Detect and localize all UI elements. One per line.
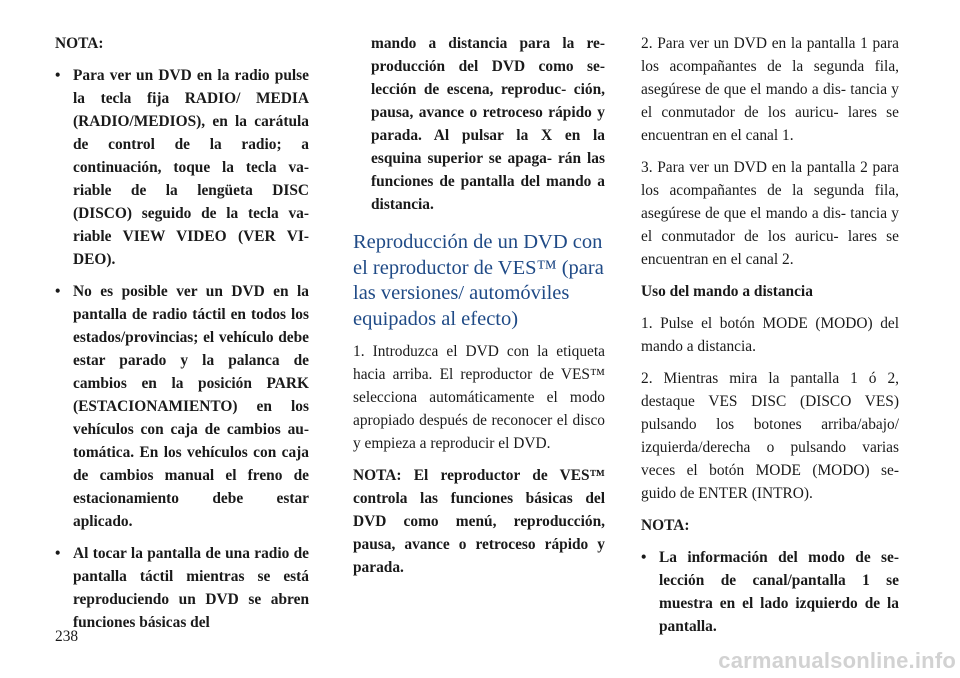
step-paragraph: 1. Introduzca el DVD con la etiqueta hacia arriba. El reproductor de VES™ selecciona automáticamente el modo apropiado después de reconocer el disco y empieza a reproducir el DVD.: [353, 343, 605, 452]
subheading: Uso del mando a distancia: [641, 283, 813, 300]
bullet-item: [55, 280, 309, 533]
bullet-item: [641, 546, 899, 638]
note-label: NOTA:: [55, 35, 104, 52]
bullet-dot-icon: •: [55, 545, 61, 562]
step-paragraph: 3. Para ver un DVD en la pantalla 2 para los acompañantes de la segunda fila, asegúrese de que el mando a dis- tancia y el conmutador de los auricu- lares se encuentran en el canal 2.: [641, 159, 899, 268]
bullet-dot-icon: •: [641, 549, 647, 566]
column-middle: [353, 32, 605, 579]
bullet-item: [55, 542, 309, 634]
bullet-text: No es posible ver un DVD en la pantalla de radio táctil en todos los estados/provincias; el vehículo debe estar parado y la palanca de cambios en la posición PARK (ESTACIONAMIENTO) en los vehículos con caja de cambios au- tomática. En los vehículos con caja de cambios manual el freno de estacionamiento debe estar aplicado.: [73, 283, 309, 530]
note-label: NOTA:: [641, 517, 690, 534]
step-paragraph: 2. Mientras mira la pantalla 1 ó 2, destaque VES DISC (DISCO VES) pulsando los botones arriba/abajo/ izquierda/derecha o pulsando varias veces el botón MODE (MODO) se- guido de ENTER (INTRO).: [641, 370, 899, 502]
watermark: carmanualsonline.info: [718, 648, 956, 673]
column-left: [55, 32, 309, 634]
step-paragraph: 1. Pulse el botón MODE (MODO) del mando a distancia.: [641, 315, 899, 355]
section-heading: Reproducción de un DVD con el reproductor de VES™ (para las versiones/ automóviles equipados al efecto): [353, 231, 604, 330]
step-paragraph: 2. Para ver un DVD en la pantalla 1 para los acompañantes de la segunda fila, asegúrese de que el mando a dis- tancia y el conmutador de los auricu- lares se encuentran en el canal 1.: [641, 35, 899, 144]
bullet-text: Para ver un DVD en la radio pulse la tecla fija RADIO/ MEDIA (RADIO/MEDIOS), en la carátula de control de la radio; a continuación, toque la tecla va- riable de la lengüeta DISC (DISCO) seguido de la tecla va- riable VIEW VIDEO (VER VI- DEO).: [73, 67, 309, 268]
column-right: [641, 32, 899, 638]
bullet-text: Al tocar la pantalla de una radio de pantalla táctil mientras se está reproduciendo un DVD se abren funciones básicas del: [73, 545, 309, 631]
page-number: 238: [55, 628, 79, 645]
note-paragraph: NOTA: El reproductor de VES™ controla las funciones básicas del DVD como menú, reproducción, pausa, avance o retroceso rápido y parada.: [353, 467, 605, 576]
bullet-item: [55, 64, 309, 271]
bullet-dot-icon: •: [55, 67, 61, 84]
bullet-dot-icon: •: [55, 283, 61, 300]
bullet-text: La información del modo de se- lección de canal/pantalla 1 se muestra en el lado izquierdo de la pantalla.: [659, 549, 899, 635]
bullet-continuation: mando a distancia para la re- producción del DVD como se- lección de escena, reproduc- ción, pausa, avance o retroceso rápido y parada. Al pulsar la X en la esquina superior se apaga- rán las funciones de pantalla del mando a distancia.: [371, 35, 605, 213]
